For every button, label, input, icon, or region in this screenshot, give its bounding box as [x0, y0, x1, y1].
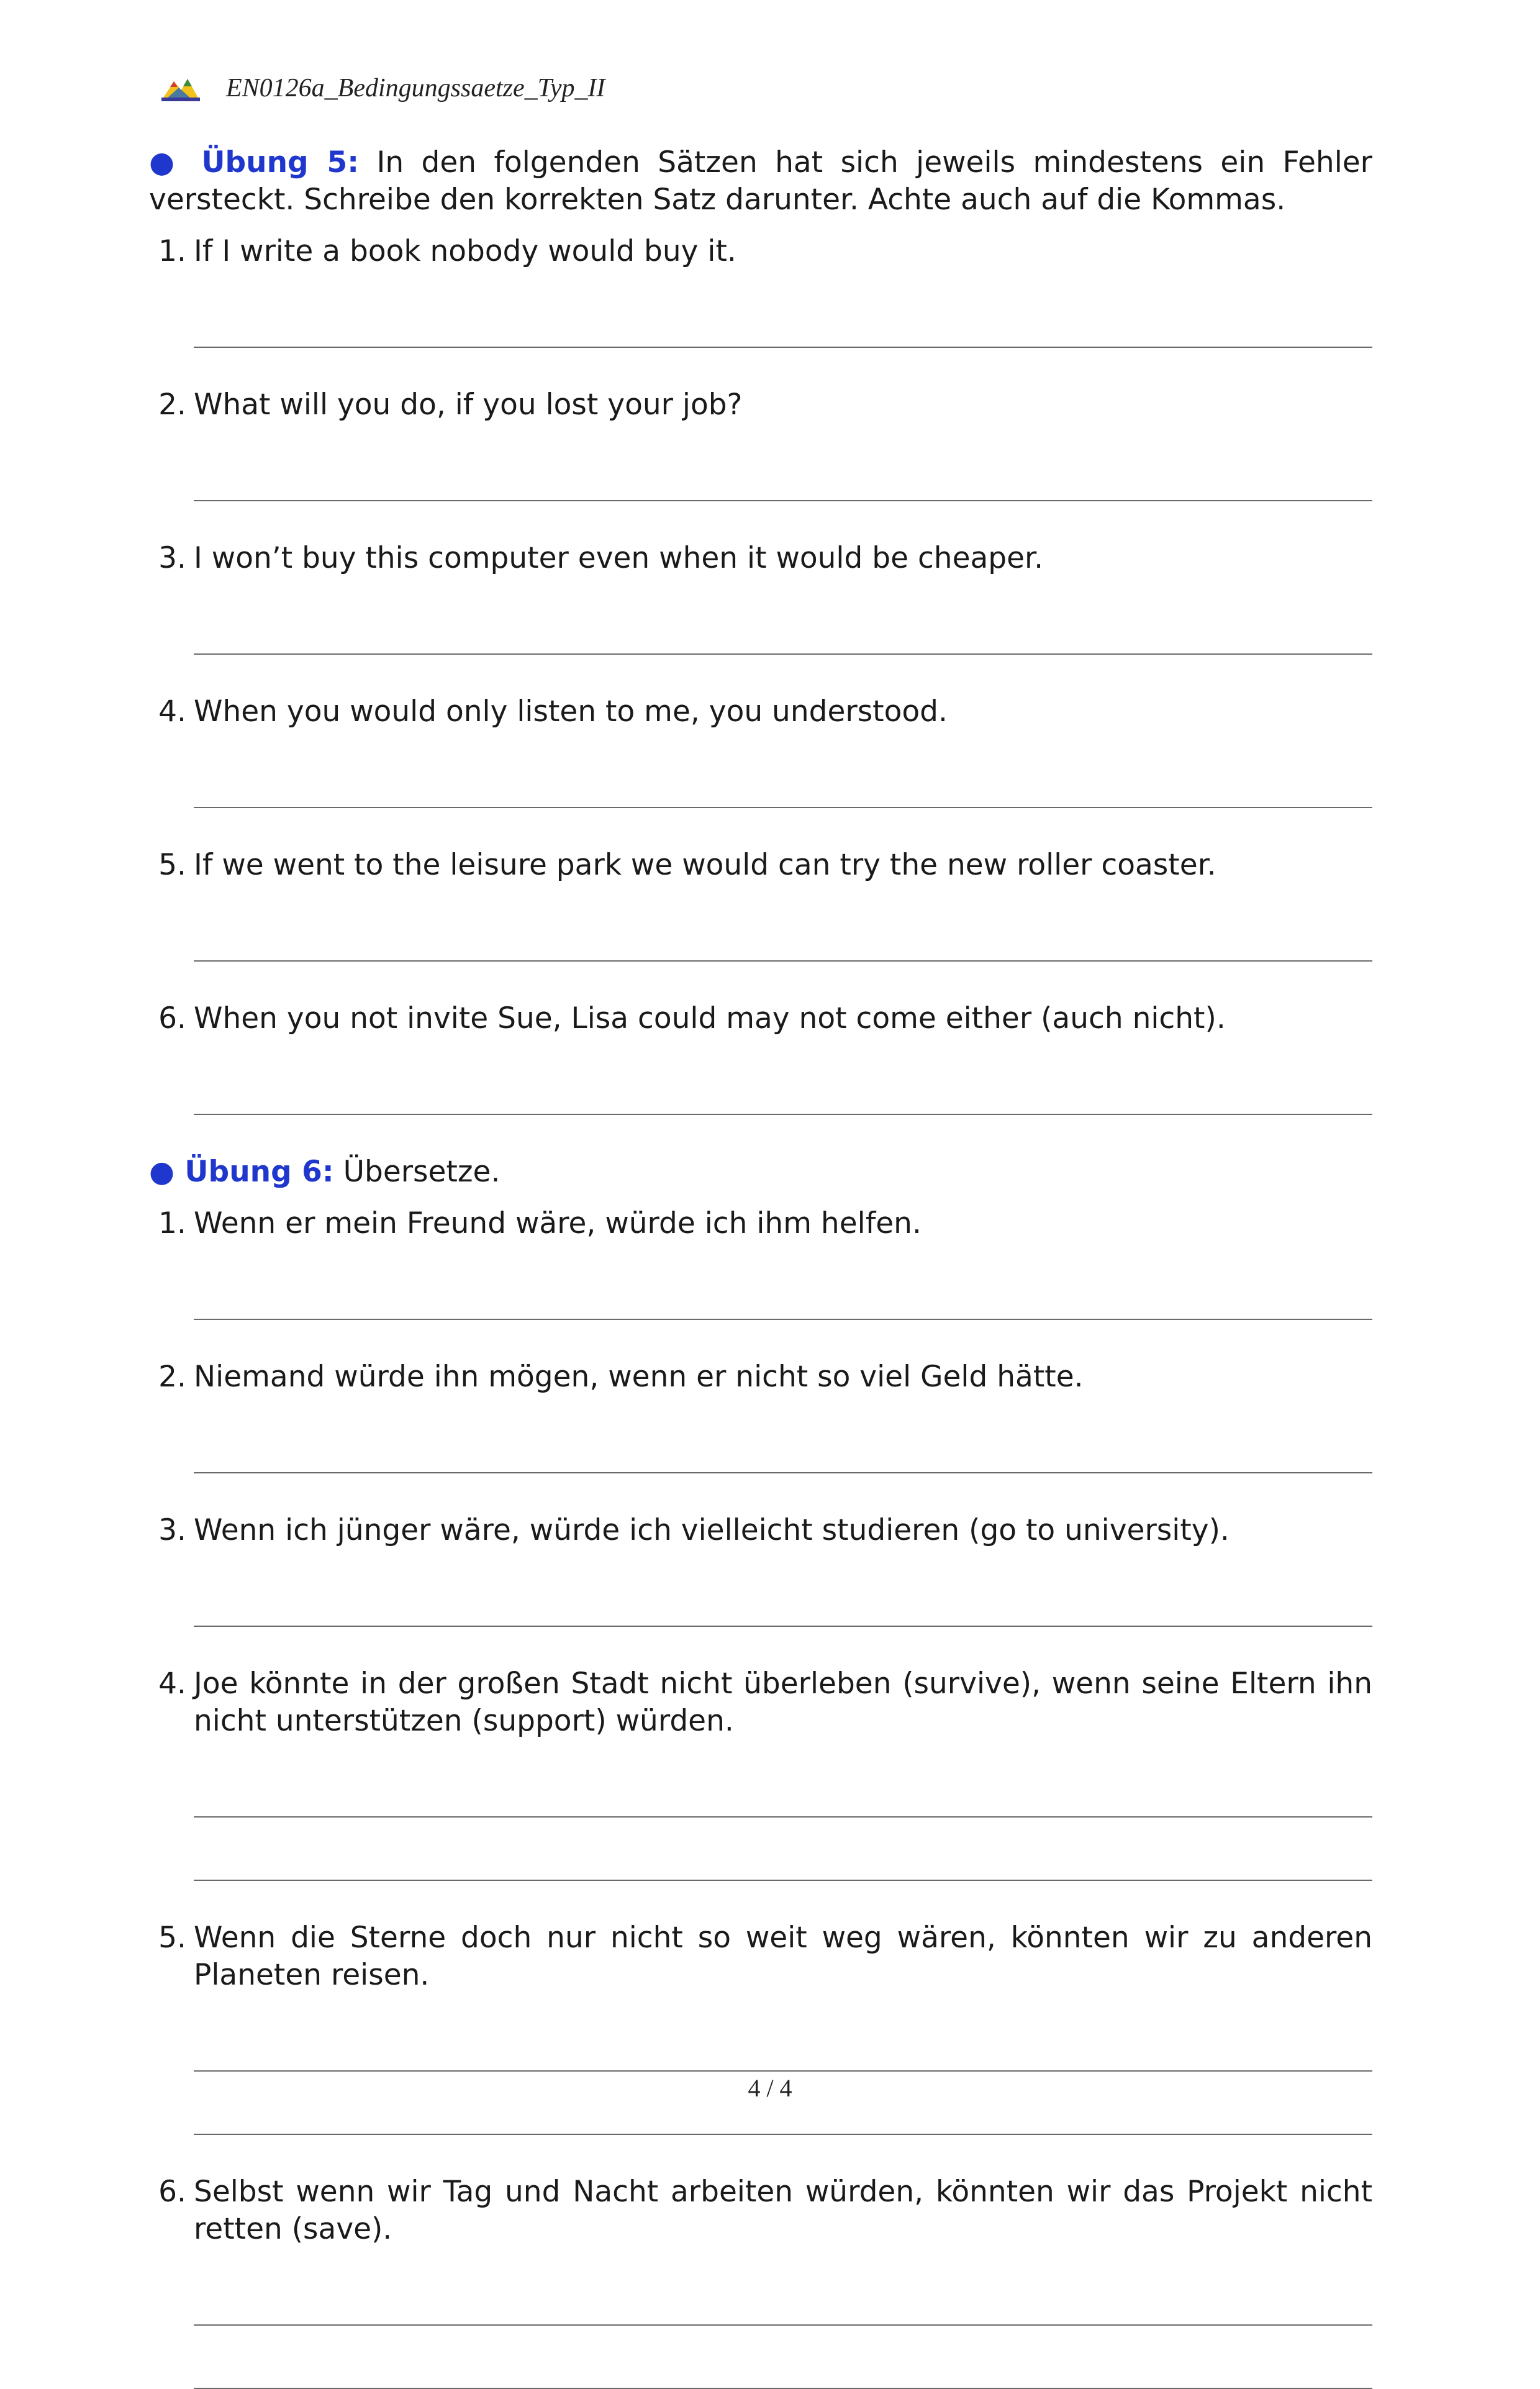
answer-line[interactable]: [194, 1242, 1372, 1320]
bullet-icon: ●: [149, 1155, 175, 1189]
mountain-logo-icon: [160, 74, 201, 102]
exercise6-item: 1. Wenn er mein Freund wäre, würde ich ihm helfen.: [158, 1206, 922, 1240]
exercise6-item: 2. Niemand würde ihn mögen, wenn er nicht so viel Geld hätte.: [158, 1360, 1084, 1394]
answer-line[interactable]: [194, 884, 1372, 962]
answer-line[interactable]: [194, 577, 1372, 655]
worksheet-content: [149, 144, 1372, 2389]
exercise6-instruction: ● Übung 6: Übersetze.: [149, 1155, 500, 1189]
answer-line[interactable]: [194, 2326, 1372, 2389]
document-title: EN0126a_Bedingungssaetze_Typ_II: [226, 74, 605, 102]
exercise5-label: ● Übung 5:: [149, 145, 360, 180]
exercise6-item: 3. Wenn ich jünger wäre, würde ich vielleicht studieren (go to university).: [158, 1513, 1230, 1547]
answer-line[interactable]: [194, 270, 1372, 348]
bullet-icon: ●: [149, 145, 183, 180]
exercise5-item: 3. I won’t buy this computer even when it would be cheaper.: [158, 541, 1044, 575]
exercise5-item: 2. What will you do, if you lost your job?: [158, 388, 743, 422]
answer-line[interactable]: [194, 2248, 1372, 2326]
exercise6-item: 5. Wenn die Sterne doch nur nicht so weit weg wären, könnten wir zu anderen Planeten reisen.: [158, 1921, 1372, 1992]
exercise5-item: 1. If I write a book nobody would buy it.: [158, 234, 736, 268]
answer-line[interactable]: [194, 1740, 1372, 1818]
answer-line[interactable]: [194, 1396, 1372, 1473]
answer-line[interactable]: [194, 1037, 1372, 1115]
exercise6-label: ● Übung 6:: [149, 1155, 334, 1189]
exercise5-item: 5. If we went to the leisure park we would can try the new roller coaster.: [158, 848, 1216, 882]
exercise5-item: 6. When you not invite Sue, Lisa could may not come either (auch nicht).: [158, 1001, 1226, 1035]
page-number: 4 / 4: [748, 2074, 792, 2102]
answer-line[interactable]: [194, 730, 1372, 808]
page-header: [160, 70, 605, 107]
exercise6-item: 6. Selbst wenn wir Tag und Nacht arbeiten würden, könnten wir das Projekt nicht retten (save).: [158, 2175, 1372, 2246]
answer-line[interactable]: [194, 1818, 1372, 1881]
answer-line[interactable]: [194, 424, 1372, 501]
answer-line[interactable]: [194, 1549, 1372, 1627]
exercise5-item: 4. When you would only listen to me, you understood.: [158, 694, 948, 729]
answer-line[interactable]: [194, 1994, 1372, 2072]
exercise5-instruction: ● Übung 5: In den folgenden Sätzen hat sich jeweils mindestens ein Fehler versteckt. Schreibe den korrekten Satz darunter. Achte auch auf die Kommas.: [149, 145, 1373, 217]
exercise6-item: 4. Joe könnte in der großen Stadt nicht überleben (survive), wenn seine Eltern ihn nicht unterstützen (support) würden.: [158, 1667, 1372, 1738]
